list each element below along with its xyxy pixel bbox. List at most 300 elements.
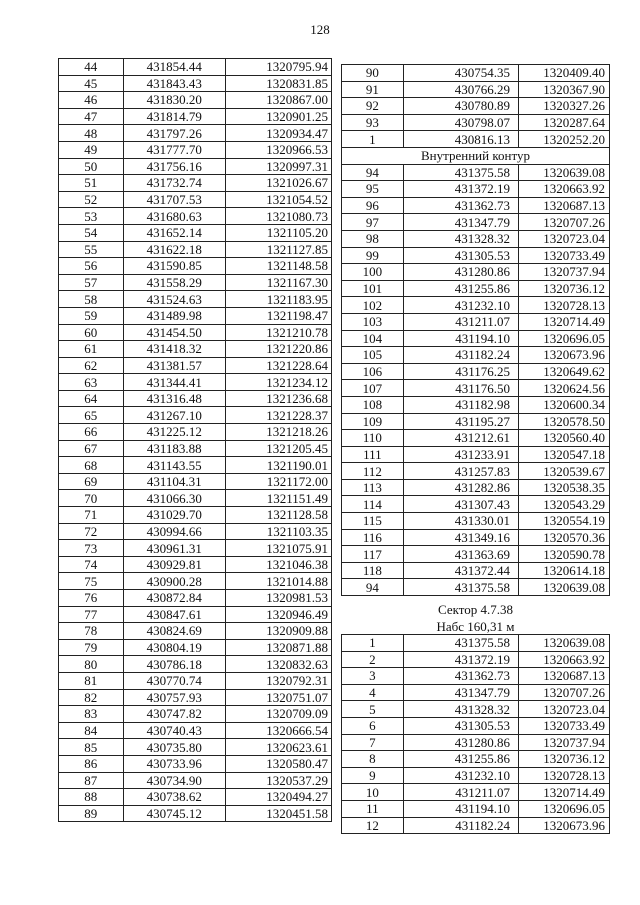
- table-row: [59, 374, 332, 391]
- y-coordinate: 1320623.61: [226, 739, 332, 756]
- point-number: 114: [342, 496, 404, 513]
- x-coordinate: 431362.73: [403, 668, 518, 685]
- x-coordinate: 431182.24: [403, 347, 518, 364]
- x-coordinate: 430994.66: [123, 523, 226, 540]
- y-coordinate: 1321220.86: [226, 341, 332, 358]
- table-row: [342, 635, 610, 652]
- table-row: [342, 734, 610, 751]
- table-row: [342, 668, 610, 685]
- y-coordinate: 1321218.26: [226, 424, 332, 441]
- point-number: 70: [59, 490, 124, 507]
- table-row: [342, 65, 610, 82]
- point-number: 85: [59, 739, 124, 756]
- x-coordinate: 431707.53: [123, 191, 226, 208]
- y-coordinate: 1320709.09: [226, 706, 332, 723]
- point-number: 117: [342, 546, 404, 563]
- table-row: [342, 181, 610, 198]
- point-number: 1: [342, 131, 404, 148]
- point-number: 59: [59, 307, 124, 324]
- x-coordinate: 431381.57: [123, 357, 226, 374]
- x-coordinate: 431255.86: [403, 751, 518, 768]
- x-coordinate: 431195.27: [403, 413, 518, 430]
- table-row: [342, 363, 610, 380]
- y-coordinate: 1320547.18: [518, 446, 609, 463]
- x-coordinate: 431489.98: [123, 307, 226, 324]
- x-coordinate: 430740.43: [123, 722, 226, 739]
- y-coordinate: 1320570.36: [518, 529, 609, 546]
- y-coordinate: 1320792.31: [226, 672, 332, 689]
- x-coordinate: 431267.10: [123, 407, 226, 424]
- y-coordinate: 1320696.05: [518, 800, 609, 817]
- y-coordinate: 1320494.27: [226, 789, 332, 806]
- y-coordinate: 1320673.96: [518, 817, 609, 834]
- y-coordinate: 1320728.13: [518, 297, 609, 314]
- y-coordinate: 1320580.47: [226, 755, 332, 772]
- table-row: [342, 280, 610, 297]
- y-coordinate: 1320639.08: [518, 164, 609, 181]
- y-coordinate: 1320707.26: [518, 684, 609, 701]
- x-coordinate: 431316.48: [123, 390, 226, 407]
- x-coordinate: 431233.91: [403, 446, 518, 463]
- table-row: [59, 208, 332, 225]
- x-coordinate: 430804.19: [123, 639, 226, 656]
- x-coordinate: 430961.31: [123, 540, 226, 557]
- table-row: [59, 75, 332, 92]
- point-number: 102: [342, 297, 404, 314]
- y-coordinate: 1320934.47: [226, 125, 332, 142]
- point-number: 93: [342, 114, 404, 131]
- y-coordinate: 1320728.13: [518, 767, 609, 784]
- point-number: 72: [59, 523, 124, 540]
- point-number: 55: [59, 241, 124, 258]
- point-number: 80: [59, 656, 124, 673]
- point-number: 45: [59, 75, 124, 92]
- table-row: [342, 114, 610, 131]
- table-row: [59, 590, 332, 607]
- x-coordinate: 430872.84: [123, 590, 226, 607]
- x-coordinate: 431104.31: [123, 473, 226, 490]
- x-coordinate: 431211.07: [403, 784, 518, 801]
- y-coordinate: 1320751.07: [226, 689, 332, 706]
- y-coordinate: 1321228.37: [226, 407, 332, 424]
- point-number: 49: [59, 141, 124, 158]
- table-row: [59, 125, 332, 142]
- point-number: 52: [59, 191, 124, 208]
- y-coordinate: 1320539.67: [518, 463, 609, 480]
- table-row: [342, 131, 610, 148]
- x-coordinate: 430780.89: [403, 98, 518, 115]
- point-number: 51: [59, 175, 124, 192]
- y-coordinate: 1320687.13: [518, 197, 609, 214]
- table-row: [342, 513, 610, 530]
- table-row: [342, 784, 610, 801]
- point-number: 89: [59, 805, 124, 822]
- y-coordinate: 1320639.08: [518, 579, 609, 596]
- table-row: [59, 307, 332, 324]
- table-row: [59, 440, 332, 457]
- point-number: 94: [342, 164, 404, 181]
- y-coordinate: 1320663.92: [518, 651, 609, 668]
- table-row: [59, 258, 332, 275]
- table-row: [342, 479, 610, 496]
- table-row: [59, 357, 332, 374]
- x-coordinate: 431305.53: [403, 247, 518, 264]
- x-coordinate: 430770.74: [123, 672, 226, 689]
- x-coordinate: 431777.70: [123, 141, 226, 158]
- left-coordinates-table: [58, 58, 332, 822]
- point-number: 76: [59, 590, 124, 607]
- x-coordinate: 431255.86: [403, 280, 518, 297]
- table-row: [59, 672, 332, 689]
- x-coordinate: 431143.55: [123, 457, 226, 474]
- y-coordinate: 1320409.40: [518, 65, 609, 82]
- table-row: [59, 689, 332, 706]
- x-coordinate: 431797.26: [123, 125, 226, 142]
- table-row: [342, 81, 610, 98]
- x-coordinate: 431375.58: [403, 579, 518, 596]
- x-coordinate: 430900.28: [123, 573, 226, 590]
- x-coordinate: 431344.41: [123, 374, 226, 391]
- x-coordinate: 431363.69: [403, 546, 518, 563]
- table-row: [342, 214, 610, 231]
- table-row: [59, 739, 332, 756]
- table-row: [59, 573, 332, 590]
- y-coordinate: 1320696.05: [518, 330, 609, 347]
- table-row: [342, 463, 610, 480]
- table-row: [59, 540, 332, 557]
- y-coordinate: 1320733.49: [518, 717, 609, 734]
- y-coordinate: 1321172.00: [226, 473, 332, 490]
- point-number: 79: [59, 639, 124, 656]
- x-coordinate: 431372.44: [403, 562, 518, 579]
- table-row: [59, 224, 332, 241]
- x-coordinate: 431280.86: [403, 264, 518, 281]
- x-coordinate: 430754.35: [403, 65, 518, 82]
- point-number: 71: [59, 507, 124, 524]
- y-coordinate: 1321205.45: [226, 440, 332, 457]
- y-coordinate: 1320901.25: [226, 108, 332, 125]
- x-coordinate: 431328.32: [403, 230, 518, 247]
- point-number: 75: [59, 573, 124, 590]
- point-number: 7: [342, 734, 404, 751]
- point-number: 11: [342, 800, 404, 817]
- table-row: [342, 247, 610, 264]
- x-coordinate: 431280.86: [403, 734, 518, 751]
- x-coordinate: 431349.16: [403, 529, 518, 546]
- table-row: [59, 556, 332, 573]
- point-number: 62: [59, 357, 124, 374]
- point-number: 77: [59, 606, 124, 623]
- x-coordinate: 431854.44: [123, 59, 226, 76]
- table-row: [342, 446, 610, 463]
- point-number: 5: [342, 701, 404, 718]
- x-coordinate: 431232.10: [403, 297, 518, 314]
- y-coordinate: 1320714.49: [518, 784, 609, 801]
- table-row: [59, 407, 332, 424]
- y-coordinate: 1320737.94: [518, 264, 609, 281]
- point-number: 48: [59, 125, 124, 142]
- inner-contour-header-row: [342, 148, 610, 165]
- table-row: [342, 430, 610, 447]
- y-coordinate: 1320737.94: [518, 734, 609, 751]
- table-row: [342, 651, 610, 668]
- y-coordinate: 1320663.92: [518, 181, 609, 198]
- table-row: [59, 523, 332, 540]
- point-number: 66: [59, 424, 124, 441]
- point-number: 10: [342, 784, 404, 801]
- y-coordinate: 1321167.30: [226, 274, 332, 291]
- table-row: [59, 606, 332, 623]
- point-number: 99: [342, 247, 404, 264]
- point-number: 110: [342, 430, 404, 447]
- table-row: [342, 230, 610, 247]
- y-coordinate: 1320666.54: [226, 722, 332, 739]
- point-number: 87: [59, 772, 124, 789]
- x-coordinate: 431211.07: [403, 313, 518, 330]
- y-coordinate: 1321236.68: [226, 390, 332, 407]
- y-coordinate: 1320909.88: [226, 623, 332, 640]
- x-coordinate: 431225.12: [123, 424, 226, 441]
- x-coordinate: 431418.32: [123, 341, 226, 358]
- table-row: [59, 59, 332, 76]
- point-number: 86: [59, 755, 124, 772]
- x-coordinate: 431732.74: [123, 175, 226, 192]
- point-number: 107: [342, 380, 404, 397]
- table-row: [59, 158, 332, 175]
- y-coordinate: 1321054.52: [226, 191, 332, 208]
- sector-height: Набс 160,31 м: [436, 619, 515, 634]
- x-coordinate: 431347.79: [403, 214, 518, 231]
- point-number: 54: [59, 224, 124, 241]
- y-coordinate: 1320327.26: [518, 98, 609, 115]
- point-number: 44: [59, 59, 124, 76]
- inner-contour-label: Внутренний контур: [342, 148, 610, 165]
- y-coordinate: 1320649.62: [518, 363, 609, 380]
- y-coordinate: 1321014.88: [226, 573, 332, 590]
- point-number: 84: [59, 722, 124, 739]
- y-coordinate: 1320723.04: [518, 230, 609, 247]
- x-coordinate: 430734.90: [123, 772, 226, 789]
- x-coordinate: 431183.88: [123, 440, 226, 457]
- table-row: [342, 767, 610, 784]
- point-number: 69: [59, 473, 124, 490]
- y-coordinate: 1320736.12: [518, 751, 609, 768]
- point-number: 83: [59, 706, 124, 723]
- table-row: [59, 108, 332, 125]
- table-row: [342, 751, 610, 768]
- x-coordinate: 431212.61: [403, 430, 518, 447]
- y-coordinate: 1320590.78: [518, 546, 609, 563]
- table-row: [59, 789, 332, 806]
- point-number: 64: [59, 390, 124, 407]
- y-coordinate: 1320871.88: [226, 639, 332, 656]
- table-row: [59, 772, 332, 789]
- x-coordinate: 431232.10: [403, 767, 518, 784]
- x-coordinate: 430738.62: [123, 789, 226, 806]
- x-coordinate: 430824.69: [123, 623, 226, 640]
- x-coordinate: 431328.32: [403, 701, 518, 718]
- x-coordinate: 430816.13: [403, 131, 518, 148]
- table-row: [59, 191, 332, 208]
- y-coordinate: 1320673.96: [518, 347, 609, 364]
- point-number: 63: [59, 374, 124, 391]
- y-coordinate: 1321046.38: [226, 556, 332, 573]
- y-coordinate: 1320537.29: [226, 772, 332, 789]
- point-number: 92: [342, 98, 404, 115]
- point-number: 2: [342, 651, 404, 668]
- y-coordinate: 1320736.12: [518, 280, 609, 297]
- point-number: 115: [342, 513, 404, 530]
- x-coordinate: 431066.30: [123, 490, 226, 507]
- point-number: 81: [59, 672, 124, 689]
- x-coordinate: 430733.96: [123, 755, 226, 772]
- y-coordinate: 1320639.08: [518, 635, 609, 652]
- point-number: 73: [59, 540, 124, 557]
- x-coordinate: 431652.14: [123, 224, 226, 241]
- x-coordinate: 431375.58: [403, 635, 518, 652]
- point-number: 8: [342, 751, 404, 768]
- point-number: 60: [59, 324, 124, 341]
- point-number: 100: [342, 264, 404, 281]
- point-number: 50: [59, 158, 124, 175]
- x-coordinate: 431182.98: [403, 396, 518, 413]
- table-row: [59, 490, 332, 507]
- table-row: [342, 413, 610, 430]
- table-row: [342, 817, 610, 834]
- y-coordinate: 1321080.73: [226, 208, 332, 225]
- point-number: 78: [59, 623, 124, 640]
- point-number: 65: [59, 407, 124, 424]
- point-number: 97: [342, 214, 404, 231]
- table-row: [59, 341, 332, 358]
- table-row: [342, 496, 610, 513]
- y-coordinate: 1320367.90: [518, 81, 609, 98]
- y-coordinate: 1320723.04: [518, 701, 609, 718]
- y-coordinate: 1320543.29: [518, 496, 609, 513]
- point-number: 53: [59, 208, 124, 225]
- x-coordinate: 431830.20: [123, 92, 226, 109]
- y-coordinate: 1320867.00: [226, 92, 332, 109]
- x-coordinate: 431257.83: [403, 463, 518, 480]
- table-row: [59, 656, 332, 673]
- y-coordinate: 1321148.58: [226, 258, 332, 275]
- table-row: [59, 457, 332, 474]
- y-coordinate: 1321190.01: [226, 457, 332, 474]
- table-row: [342, 197, 610, 214]
- x-coordinate: 431307.43: [403, 496, 518, 513]
- x-coordinate: 430847.61: [123, 606, 226, 623]
- x-coordinate: 431622.18: [123, 241, 226, 258]
- x-coordinate: 431372.19: [403, 181, 518, 198]
- point-number: 101: [342, 280, 404, 297]
- point-number: 4: [342, 684, 404, 701]
- table-row: [342, 347, 610, 364]
- y-coordinate: 1321234.12: [226, 374, 332, 391]
- x-coordinate: 431524.63: [123, 291, 226, 308]
- table-row: [59, 805, 332, 822]
- y-coordinate: 1320981.53: [226, 590, 332, 607]
- x-coordinate: 430747.82: [123, 706, 226, 723]
- point-number: 91: [342, 81, 404, 98]
- table-row: [342, 98, 610, 115]
- y-coordinate: 1321128.58: [226, 507, 332, 524]
- table-row: [59, 473, 332, 490]
- table-row: [342, 717, 610, 734]
- table-row: [59, 755, 332, 772]
- y-coordinate: 1321105.20: [226, 224, 332, 241]
- sector-heading: [341, 601, 610, 635]
- table-row: [59, 507, 332, 524]
- x-coordinate: 431843.43: [123, 75, 226, 92]
- x-coordinate: 430766.29: [403, 81, 518, 98]
- point-number: 112: [342, 463, 404, 480]
- point-number: 109: [342, 413, 404, 430]
- y-coordinate: 1320538.35: [518, 479, 609, 496]
- y-coordinate: 1320714.49: [518, 313, 609, 330]
- x-coordinate: 430798.07: [403, 114, 518, 131]
- point-number: 105: [342, 347, 404, 364]
- point-number: 104: [342, 330, 404, 347]
- point-number: 90: [342, 65, 404, 82]
- x-coordinate: 431372.19: [403, 651, 518, 668]
- y-coordinate: 1321026.67: [226, 175, 332, 192]
- table-row: [342, 546, 610, 563]
- point-number: 95: [342, 181, 404, 198]
- x-coordinate: 430929.81: [123, 556, 226, 573]
- point-number: 3: [342, 668, 404, 685]
- point-number: 9: [342, 767, 404, 784]
- table-row: [59, 623, 332, 640]
- page-number: 128: [310, 22, 330, 37]
- inner-contour-table: [341, 147, 610, 596]
- table-row: [59, 722, 332, 739]
- x-coordinate: 431454.50: [123, 324, 226, 341]
- point-number: 108: [342, 396, 404, 413]
- y-coordinate: 1320624.56: [518, 380, 609, 397]
- point-number: 96: [342, 197, 404, 214]
- right-coordinates-table-top: [341, 64, 610, 148]
- table-row: [342, 579, 610, 596]
- table-row: [342, 380, 610, 397]
- x-coordinate: 431756.16: [123, 158, 226, 175]
- x-coordinate: 431375.58: [403, 164, 518, 181]
- x-coordinate: 431305.53: [403, 717, 518, 734]
- y-coordinate: 1320832.63: [226, 656, 332, 673]
- point-number: 106: [342, 363, 404, 380]
- point-number: 116: [342, 529, 404, 546]
- point-number: 68: [59, 457, 124, 474]
- y-coordinate: 1321151.49: [226, 490, 332, 507]
- x-coordinate: 431029.70: [123, 507, 226, 524]
- y-coordinate: 1321210.78: [226, 324, 332, 341]
- sector-coordinates-table: [341, 634, 610, 834]
- table-row: [59, 241, 332, 258]
- table-row: [59, 291, 332, 308]
- table-row: [59, 274, 332, 291]
- point-number: 67: [59, 440, 124, 457]
- table-row: [59, 175, 332, 192]
- table-row: [59, 141, 332, 158]
- point-number: 56: [59, 258, 124, 275]
- x-coordinate: 431176.50: [403, 380, 518, 397]
- y-coordinate: 1321127.85: [226, 241, 332, 258]
- table-row: [342, 297, 610, 314]
- y-coordinate: 1321183.95: [226, 291, 332, 308]
- point-number: 88: [59, 789, 124, 806]
- y-coordinate: 1320287.64: [518, 114, 609, 131]
- y-coordinate: 1320451.58: [226, 805, 332, 822]
- y-coordinate: 1320795.94: [226, 59, 332, 76]
